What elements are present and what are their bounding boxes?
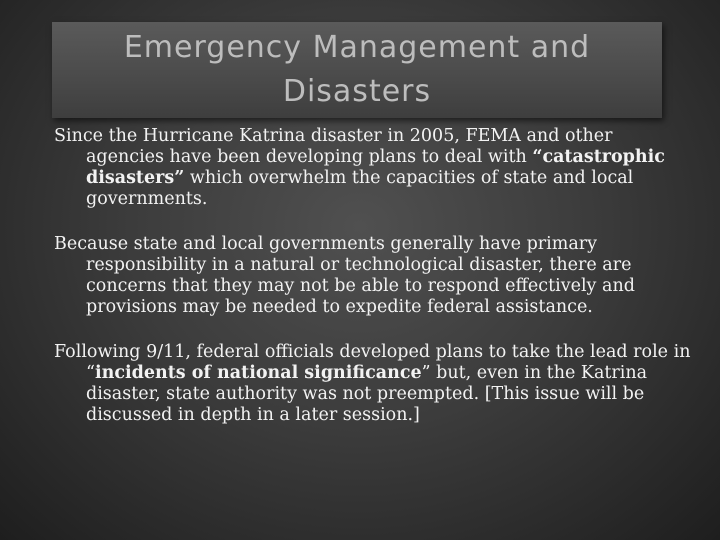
paragraph-text: Because state and local governments generally have primary responsibility in a natural or technological disaster, there are concerns that they may not be able to respond effectively and provisions may be needed to expedite federal assistance. — [54, 234, 635, 317]
emphasis-catastrophic-disasters: “catastrophic disasters” — [86, 147, 665, 188]
slide-body — [54, 126, 694, 450]
slide-title: Emergency Management and Disasters — [123, 30, 591, 109]
paragraph-katrina-plans — [54, 126, 694, 210]
paragraph-text: which overwhelm the capacities of state and local governments. — [86, 168, 634, 209]
paragraph-text: Following 9/11, federal officials developed plans to take the lead role in “ — [54, 342, 691, 383]
paragraph-post-911 — [54, 342, 694, 426]
paragraph-text: Since the Hurricane Katrina disaster in 2005, FEMA and other agencies have been developing plans to deal with — [54, 126, 613, 167]
paragraph-text: ” but, even in the Katrina disaster, state authority was not preempted. [This issue will be discussed in depth in a later session.] — [86, 363, 648, 425]
emphasis-national-significance: incidents of national significance — [94, 363, 422, 383]
paragraph-state-responsibility — [54, 234, 694, 318]
